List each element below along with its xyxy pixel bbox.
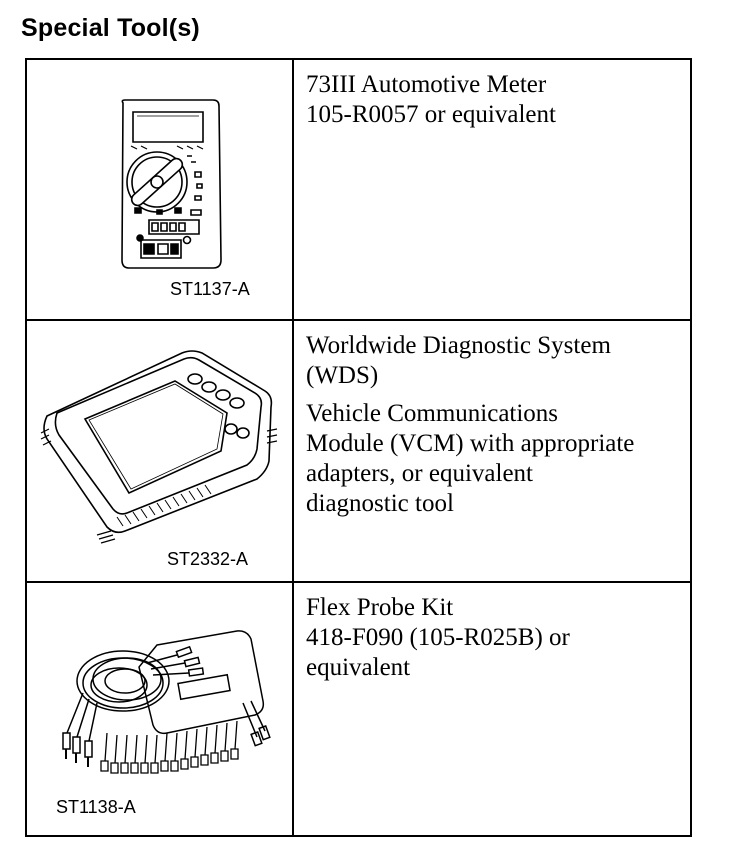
special-tools-table [25,58,692,837]
tool-note: diagnostic tool [306,490,454,517]
tool-note: equivalent [306,654,411,681]
tool-description [306,331,682,519]
figure-label: ST1137-A [170,279,250,299]
tool-name: Worldwide Diagnostic System [306,332,611,359]
table-row [27,583,690,837]
tool-part-number: 105-R0057 or equivalent [306,101,556,128]
tool-name: Vehicle Communications [306,400,559,427]
figure-label: ST1138-A [56,797,136,817]
tool-description [306,593,682,683]
tool-part-number: 418-F090 (105-R025B) or [306,624,570,651]
tool-name: 73III Automotive Meter [306,71,547,98]
figure-cell [27,583,294,837]
diagnostic-tablet-icon [27,321,294,583]
figure-cell [27,60,294,319]
tool-abbreviation: (WDS) [306,362,379,389]
tool-name: Flex Probe Kit [306,594,454,621]
figure-label: ST2332-A [167,549,249,569]
table-row [27,321,690,583]
table-row [27,60,690,321]
tool-note: adapters, or equivalent [306,460,533,487]
multimeter-icon [27,60,294,321]
tool-name: Module (VCM) with appropriate [306,430,635,457]
figure-cell [27,321,294,581]
page-title: Special Tool(s) [21,14,200,42]
tool-description [306,70,682,130]
